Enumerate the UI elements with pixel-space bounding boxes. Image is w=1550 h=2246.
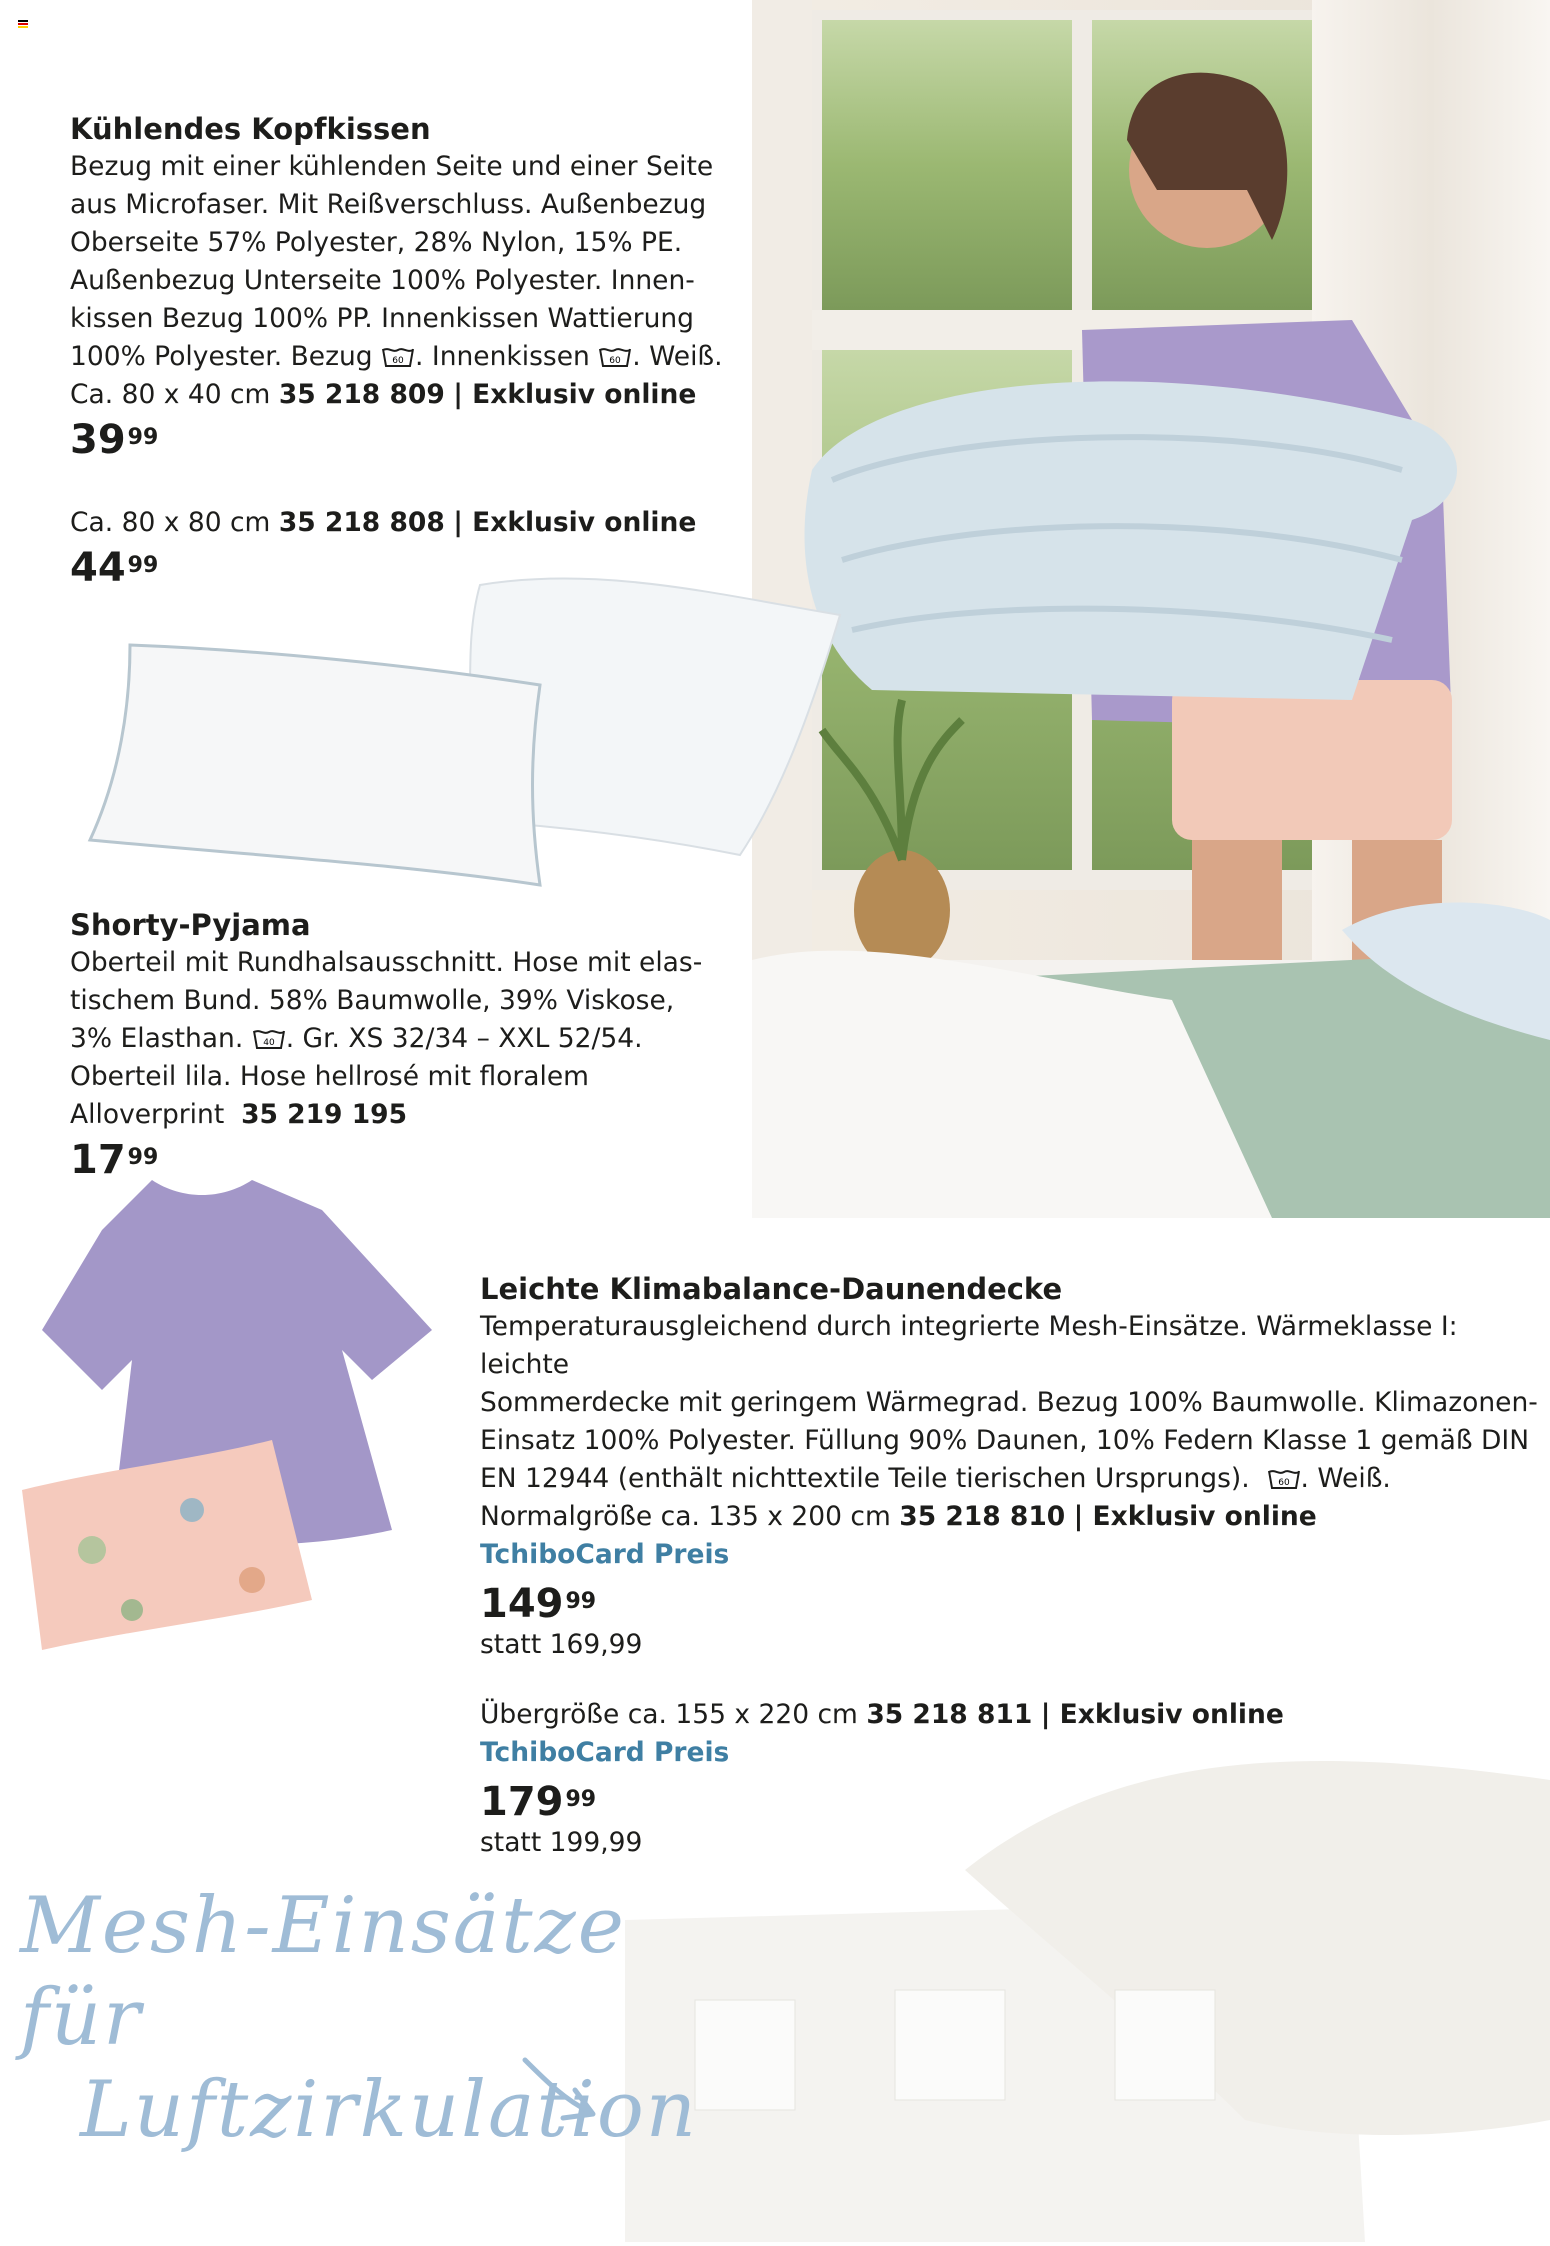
duvet-price-1: $149^{99}$ (480, 1581, 597, 1627)
pillow-article-1: 35 218 809 (278, 379, 445, 410)
tchibocard-label-1: TchiboCard Preis (480, 1539, 730, 1570)
pillow-block (70, 110, 770, 590)
duvet-desc-line-3: Einsatz 100% Polyester. Füllung 90% Daunen, 10% Federn Klasse 1 gemäß DIN (480, 1425, 1530, 1456)
svg-text:40: 40 (262, 1038, 275, 1048)
wash-60-icon (1267, 1468, 1301, 1490)
pyjama-desc-line-4: Oberteil lila. Hose hellrosé mit floralem (70, 1061, 589, 1092)
lifestyle-photo (752, 0, 1550, 1218)
svg-text:60: 60 (609, 356, 621, 366)
duvet-old-price-1: statt 169,99 (480, 1629, 643, 1660)
pyjama-title: Shorty-Pyjama (70, 908, 311, 942)
duvet-article-2: 35 218 811 (866, 1699, 1033, 1730)
pyjama-desc-line-1: Oberteil mit Rundhalsausschnitt. Hose mit elas- (70, 947, 703, 978)
duvet-size-1: Normalgröße ca. 135 x 200 cm 35 218 810 | Exklusiv online (480, 1501, 1317, 1532)
pillow-size-2: Ca. 80 x 80 cm 35 218 808 | Exklusiv online (70, 507, 697, 538)
pyjama-desc-line-2: tischem Bund. 58% Baumwolle, 39% Viskose, (70, 985, 675, 1016)
wash-60-icon (598, 346, 632, 368)
duvet-desc-line-2: Sommerdecke mit geringem Wärmegrad. Bezug 100% Baumwolle. Klimazonen- (480, 1387, 1538, 1418)
tchibocard-label-2: TchiboCard Preis (480, 1737, 730, 1768)
pillow-desc-line-4: Außenbezug Unterseite 100% Polyester. Innen- (70, 265, 695, 296)
pillow-desc-line-6: 100% Polyester. Bezug 60 . Innenkissen 60 . Weiß. (70, 341, 723, 372)
arrow-icon (515, 2050, 605, 2130)
pyjama-desc-line-3: 3% Elasthan. 40 . Gr. XS 32/34 – XXL 52/54. (70, 1023, 643, 1054)
duvet-article-1: 35 218 810 (899, 1501, 1066, 1532)
pillow-title: Kühlendes Kopfkissen (70, 112, 431, 146)
wash-60-icon (381, 346, 415, 368)
duvet-old-price-2: statt 199,99 (480, 1827, 643, 1858)
duvet-desc-line-4: EN 12944 (enthält nichttextile Teile tierischen Ursprungs). 60 . Weiß. (480, 1463, 1391, 1494)
wash-40-icon (252, 1028, 286, 1050)
script-line-1: Mesh-Einsätze für (20, 1881, 626, 2063)
pyjama-image (22, 1170, 442, 1660)
pillow-desc-line-2: aus Microfaser. Mit Reißverschluss. Außenbezug (70, 189, 707, 220)
pyjama-desc-line-5: Alloverprint 35 219 195 (70, 1099, 408, 1130)
pillow-desc-line-5: kissen Bezug 100% PP. Innenkissen Wattierung (70, 303, 694, 334)
pillow-price-2: $44^{99}$ (70, 545, 159, 591)
svg-text:60: 60 (1277, 1478, 1290, 1488)
pillow-article-2: 35 218 808 (278, 507, 445, 538)
pillow-desc-line-3: Oberseite 57% Polyester, 28% Nylon, 15% PE. (70, 227, 683, 258)
duvet-block (480, 1270, 1540, 1862)
pyjama-article: 35 219 195 (241, 1099, 408, 1130)
pillow-image (80, 555, 850, 890)
svg-text:60: 60 (392, 356, 404, 366)
duvet-title: Leichte Klimabalance-Daunendecke (480, 1272, 1063, 1306)
pillow-size-1: Ca. 80 x 40 cm 35 218 809 | Exklusiv online (70, 379, 697, 410)
duvet-size-2: Übergröße ca. 155 x 220 cm 35 218 811 | Exklusiv online (480, 1699, 1284, 1730)
pillow-desc-line-1: Bezug mit einer kühlenden Seite und einer Seite (70, 151, 714, 182)
pillow-price-1: $39^{99}$ (70, 417, 159, 463)
pyjama-price: $17^{99}$ (70, 1137, 159, 1183)
duvet-desc-line-1: Temperaturausgleichend durch integrierte Mesh-Einsätze. Wärmeklasse I: leichte (480, 1311, 1458, 1380)
script-line-2: Luftzirkulation (80, 2065, 699, 2155)
flag-icon (18, 20, 28, 28)
pyjama-block (70, 906, 750, 1182)
duvet-price-2: $179^{99}$ (480, 1779, 597, 1825)
